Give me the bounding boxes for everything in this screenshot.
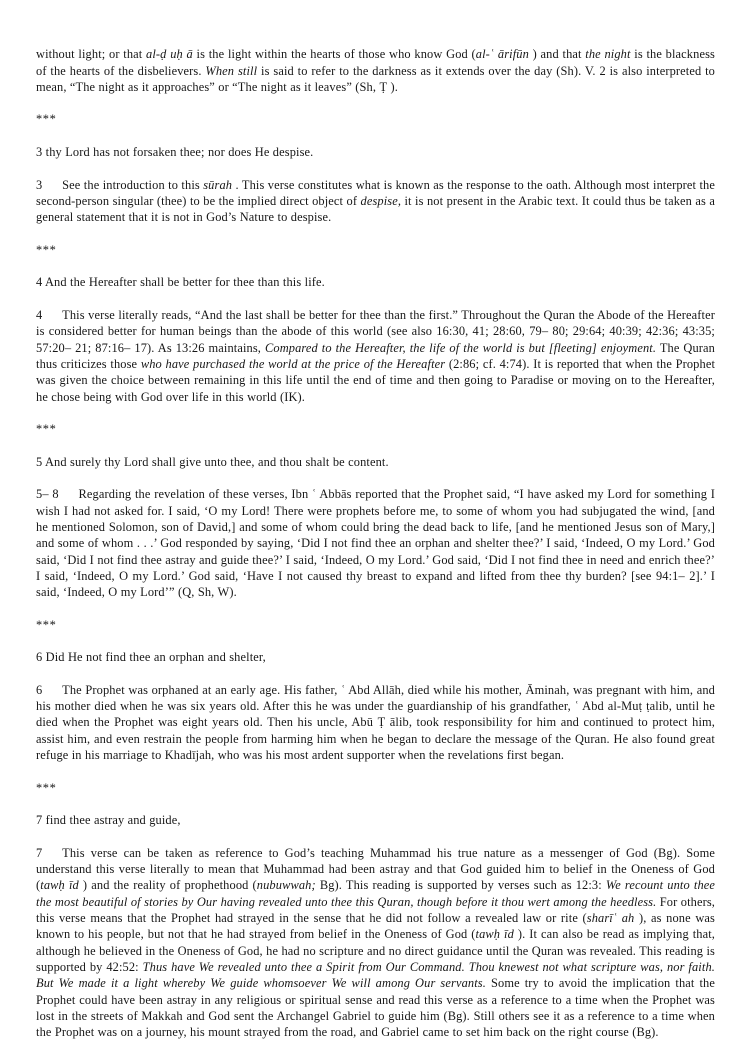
emphasis-text: nubuwwah; bbox=[256, 878, 316, 893]
section-separator: *** bbox=[36, 422, 57, 437]
text-column bbox=[36, 30, 715, 1040]
body-text: 5 And surely thy Lord shall give unto thee, and thou shalt be content. bbox=[36, 454, 389, 469]
commentary-paragraph bbox=[36, 177, 715, 226]
verse-line bbox=[36, 649, 715, 665]
emphasis-text: despise, bbox=[360, 193, 402, 208]
body-text: The Prophet was orphaned at an early age. His father, ʿ Abd Allāh, died while his mother, Āminah, was pregnant with him, and his mother died when he was six years old. After this he was under the guardianship of his grandfather, ʿ Abd al-Muṭ ṭalib, until he died when the Prophet was eight years old. Then his uncle, Abū Ṭ ālib, took responsibility for him and continued to protect him, assist him, and even restrain the people from harming him when he began to declare the message of the Quran. He also found great refuge in his marriage to Khadījah, who was his most ardent supporter when the revelations first began. bbox=[36, 682, 715, 763]
commentary-verse-number: 4 bbox=[36, 308, 43, 323]
body-text: See the introduction to this bbox=[62, 177, 204, 192]
emphasis-text: sharīʿ ah bbox=[586, 911, 635, 926]
commentary-paragraph bbox=[36, 307, 715, 405]
body-text: This verse can be taken as reference to God’s teaching Muhammad his true nature as a messenger of God (Bg). Some understand this verse literally to mean that Muhammad had been astray and that God guided him to belief in the Oneness of God ( bbox=[36, 845, 715, 893]
body-text: 3 thy Lord has not forsaken thee; nor does He despise. bbox=[36, 145, 314, 160]
emphasis-text: tawḥ īd bbox=[475, 927, 514, 942]
body-text: For others, this verse means that the Prophet had strayed in the sense that he did not follow a revealed law or rite ( bbox=[36, 894, 716, 926]
emphasis-text: sūrah bbox=[203, 177, 233, 192]
commentary-paragraph bbox=[36, 46, 715, 95]
body-text: Bg). This reading is supported by verses such as 12:3: bbox=[315, 878, 606, 893]
body-text: 4 And the Hereafter shall be better for thee than this life. bbox=[36, 275, 325, 290]
emphasis-text: the night bbox=[585, 47, 631, 62]
indent-space bbox=[42, 307, 62, 323]
emphasis-text: tawḥ īd bbox=[40, 878, 79, 893]
section-separator: *** bbox=[36, 780, 57, 795]
commentary-verse-number: 6 bbox=[36, 682, 43, 697]
body-text: ). It can also be read as implying that, although he believed in the Oneness of God, he had no scripture and no direct guidance until the Quran was revealed. This reading is supported by 42:52: bbox=[36, 927, 715, 974]
body-text: is said to refer to the darkness as it extends over the day (Sh). V. 2 is also interpreted to mean, “The night as it approaches” or “The night as it leaves” (Sh, Ṭ ). bbox=[36, 63, 715, 94]
verse-line bbox=[36, 274, 715, 290]
commentary-paragraph bbox=[36, 682, 715, 763]
verse-line bbox=[36, 454, 715, 470]
body-text: ) and the reality of prophethood ( bbox=[78, 878, 257, 893]
section-separator: *** bbox=[36, 242, 57, 257]
body-text: 6 Did He not find thee an orphan and shelter, bbox=[36, 650, 266, 665]
body-text: Some try to avoid the implication that the Prophet could have been astray in any religious or spiritual sense and read this verse as a reference to a time when the Prophet was lost in the streets of Makkah and God sent the Archangel Gabriel to guide him (Bg). Still others see it as a reference to a time when the Prophet was on a journey, his mount strayed from the road, and Gabriel came to set him back on the right course (Bg). bbox=[36, 976, 715, 1040]
emphasis-text: We recount unto thee the most beautiful of stories by Our having revealed unto thee this Quran, though before it thou wert among the heedless. bbox=[36, 878, 716, 909]
commentary-paragraph bbox=[36, 845, 715, 1041]
indent-space bbox=[42, 177, 62, 193]
body-text: This verse literally reads, “And the last shall be better for thee than the first.” Throughout the Quran the Abode of the Hereafter is considered better for human beings than the abode of this world (see also 16:30, 41; 28:60, 79– 80; 29:64; 40:39; 42:36; 43:35; 57:20– 21; 87:16– 17). As 13:26 maintains, bbox=[36, 308, 715, 355]
indent-space bbox=[42, 682, 62, 698]
emphasis-text: Thus have We revealed unto thee a Spirit from Our Command. Thou knewest not what scripture was, nor faith. But We made it a light whereby We guide whomsoever We will among Our servants. bbox=[36, 959, 715, 991]
body-text: it is not present in the Arabic text. It could thus be taken as a general statement that it is not in God’s Nature to despise. bbox=[36, 193, 715, 225]
section-separator: *** bbox=[36, 112, 57, 127]
body-text: (2:86; cf. 4:74). It is reported that when the Prophet was given the choice between remaining in this life until the end of time and then going to Paradise or moving on to the Hereafter, he chose being with God over life in this world (IK). bbox=[36, 356, 716, 404]
body-text: ), as none was known to his people, but not that he had strayed from belief in the Oneness of God ( bbox=[36, 911, 715, 942]
section-separator: *** bbox=[36, 617, 57, 632]
body-text: is the light within the hearts of those who know God ( bbox=[192, 47, 476, 62]
body-text: The Quran thus criticizes those bbox=[36, 340, 715, 371]
body-text: without light; or that bbox=[36, 47, 147, 62]
emphasis-text: al-ʿ ārifūn bbox=[475, 47, 529, 62]
emphasis-text: al-ḍ uḥ ā bbox=[146, 47, 193, 62]
body-text: 7 find thee astray and guide, bbox=[36, 813, 181, 828]
body-text: . This verse constitutes what is known as the response to the oath. Although most interpret the second-person singular (thee) to be the implied direct object of bbox=[36, 177, 715, 208]
indent-space bbox=[42, 845, 62, 861]
emphasis-text: who have purchased the world at the price of the Hereafter bbox=[140, 356, 446, 371]
verse-line bbox=[36, 144, 715, 160]
emphasis-text: Compared to the Hereafter, the life of the world is but [fleeting] enjoyment. bbox=[264, 340, 657, 355]
emphasis-text: When still bbox=[205, 63, 258, 78]
commentary-verse-number: 3 bbox=[36, 177, 43, 192]
commentary-paragraph bbox=[36, 486, 715, 600]
verse-line bbox=[36, 812, 715, 828]
body-text: ) and that bbox=[528, 47, 586, 62]
body-text: Regarding the revelation of these verses, Ibn ʿ Abbās reported that the Prophet said, “I have asked my Lord for something I wish I had not asked for. I said, ‘O my Lord! There were prophets before me, to some of whom you had subjugated the wind, [and he mentioned Solomon, son of David,] and some of whom could bring the dead back to life, [and he mentioned Jesus son of Mary,] and some of whom . . .’ God responded by saying, ‘Did I not find thee an orphan and shelter thee?’ I said, ‘Indeed, O my Lord.’ God said, ‘Did I not find thee astray and guide thee?’ I said, ‘Indeed, O my Lord.’ God said, ‘Did I not find thee in need and enrich thee?’ I said, ‘Indeed, O my Lord.’ God said, ‘Have I not caused thy breast to expand and lifted from thee thy burden? [see 94:1– 2].’ I said, ‘Indeed, O my Lord’” (Q, Sh, W). bbox=[36, 487, 715, 600]
commentary-verse-number: 7 bbox=[36, 845, 43, 860]
indent-space bbox=[59, 486, 79, 502]
body-text: is the blackness of the hearts of the disbelievers. bbox=[36, 47, 715, 78]
commentary-verse-number: 5– 8 bbox=[36, 487, 59, 502]
